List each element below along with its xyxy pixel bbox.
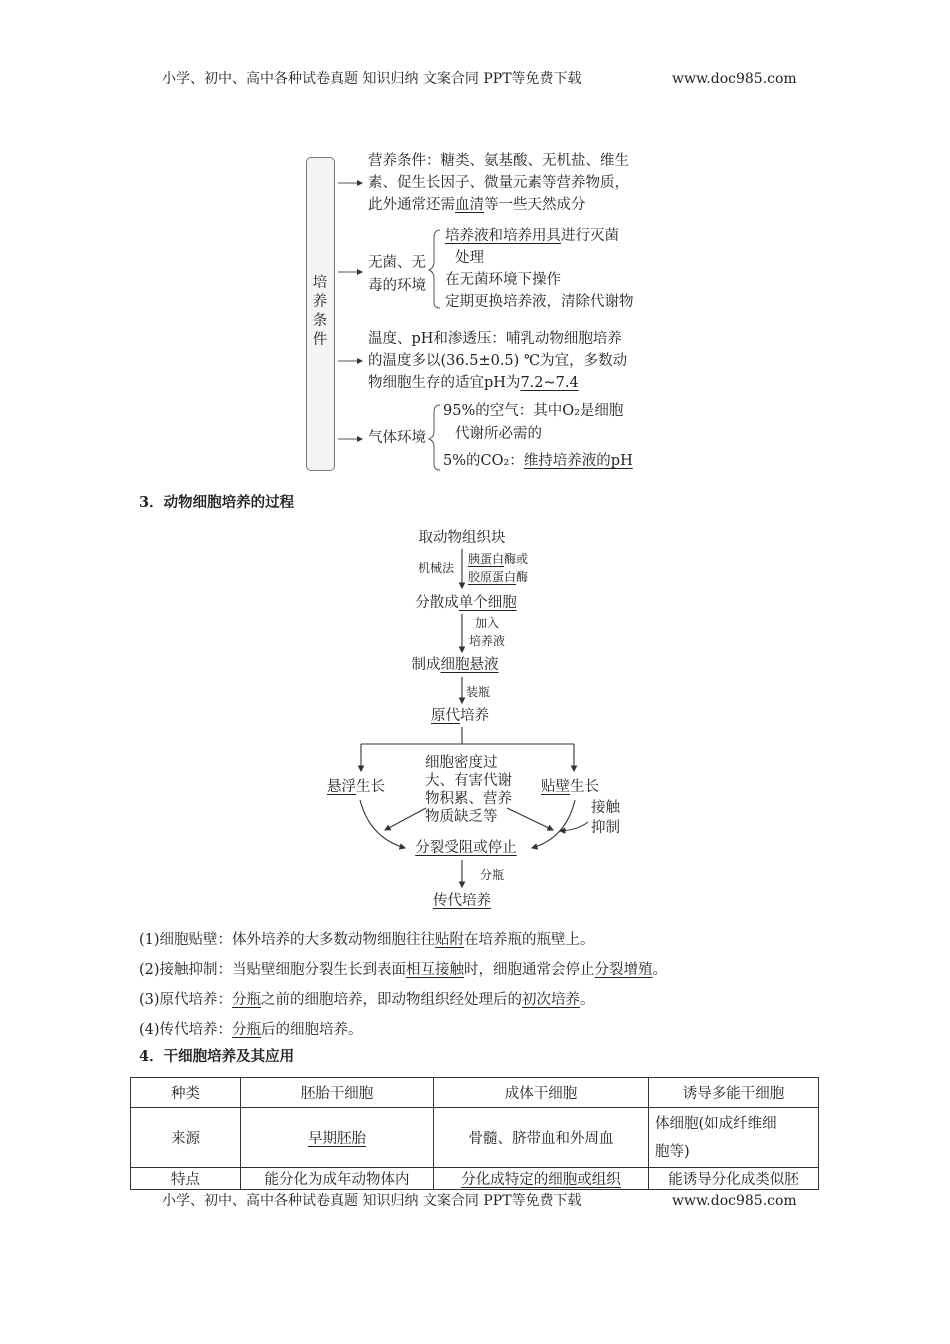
flow-node-right — [541, 778, 599, 796]
table-cell: 来源 — [131, 1108, 241, 1168]
element — [131, 1078, 819, 1190]
flow-label: 装瓶 — [466, 685, 491, 699]
text-segment: 原代 — [431, 708, 460, 724]
conditions-title: 培养条件 — [312, 275, 328, 348]
footer-text: 小学、初中、高中各种试卷真题 知识归纳 文案合同 PPT等免费下载 — [162, 1193, 582, 1209]
header-text: 小学、初中、高中各种试卷真题 知识归纳 文案合同 PPT等免费下载 — [162, 71, 582, 87]
table-row — [131, 1168, 819, 1190]
definition — [139, 928, 595, 949]
text-segment: 制成 — [411, 657, 441, 673]
underlined-term: 培养液和培养用具 — [445, 228, 561, 244]
flow-node: 取动物组织块 — [418, 530, 506, 546]
flow-middle: 物积累、营养 — [425, 791, 512, 807]
flow-curve-right — [532, 800, 575, 848]
text: 物细胞生存的适宜pH为 — [368, 375, 521, 391]
gas-label: 气体环境 — [368, 430, 426, 446]
flow-label: 分瓶 — [480, 868, 505, 882]
flow-label: 抑制 — [591, 820, 620, 836]
table-header: 种类 — [131, 1078, 241, 1108]
table-header: 胚胎干细胞 — [241, 1078, 434, 1108]
text-segment: 初次培养 — [522, 992, 581, 1008]
table-header: 诱导多能干细胞 — [649, 1078, 819, 1108]
flow-middle: 细胞密度过 — [425, 755, 498, 771]
flow-node: 传代培养 — [433, 893, 491, 909]
text-segment: 悬浮 — [327, 779, 356, 795]
footer-url[interactable]: www.doc985.com — [672, 1193, 797, 1209]
sterile-label: 毒的环境 — [368, 278, 426, 294]
text-segment: 分瓶 — [232, 1022, 262, 1038]
text-segment: 之前的细胞培养，即动物组织经处理后的 — [261, 992, 523, 1008]
text: 5%的CO₂： — [443, 453, 524, 469]
temp-line: 的温度多以(36.5±0.5) ℃为宜，多数动 — [368, 353, 628, 369]
nutrition-line — [368, 196, 586, 214]
element — [338, 183, 440, 470]
text-segment: (3)原代培养： — [139, 992, 233, 1008]
flow-middle: 大、有害代谢 — [425, 773, 512, 789]
text-segment: 单个细胞 — [458, 595, 517, 611]
flow-label: 接触 — [591, 800, 620, 816]
gas-item: 95%的空气：其中O₂是细胞 — [443, 403, 624, 419]
section-heading: 4．干细胞培养及其应用 — [139, 1048, 295, 1065]
element — [385, 808, 426, 830]
table-cell: 骨髓、脐带血和外周血 — [434, 1108, 649, 1168]
temp-line — [368, 374, 579, 392]
table-cell: 特点 — [131, 1168, 241, 1190]
element — [468, 550, 528, 568]
definition — [139, 988, 595, 1009]
underlined-term: 胰蛋白 — [468, 552, 505, 566]
text-segment: 时，细胞通常会停止 — [464, 962, 595, 978]
sterile-item: 定期更换培养液，清除代谢物 — [445, 294, 634, 310]
text-segment: 生长 — [570, 779, 599, 795]
flow-curve-left — [360, 800, 405, 848]
flow-label: 机械法 — [418, 561, 455, 575]
underlined-term: 血清 — [455, 197, 484, 213]
sterile-label: 无菌、无 — [368, 255, 426, 271]
underlined-term: 7.2~7.4 — [520, 375, 579, 391]
text-segment: 。 — [580, 992, 595, 1008]
brace-sterile — [429, 230, 440, 308]
text-segment: 细胞悬液 — [440, 657, 499, 673]
text-segment: 在培养瓶的瓶壁上。 — [464, 932, 595, 948]
sterile-item: 在无菌环境下操作 — [445, 272, 561, 288]
element — [507, 808, 553, 830]
text-segment: 体细胞(如成纤维细 — [655, 1115, 777, 1132]
text-segment: 贴附 — [435, 932, 465, 948]
text: 酶或 — [504, 552, 529, 566]
nutrition-line: 素、促生长因子、微量元素等营养物质， — [368, 175, 629, 191]
text-segment: (2)接触抑制：当贴壁细胞分裂生长到表面 — [139, 962, 407, 978]
text-segment: 后的细胞培养。 — [261, 1022, 363, 1038]
flow-node — [412, 656, 499, 674]
text-segment: 早期胚胎 — [308, 1131, 366, 1147]
element — [560, 822, 588, 831]
flow-node-left — [327, 778, 385, 796]
table-cell — [241, 1108, 434, 1168]
underlined-term: 维持培养液的pH — [523, 453, 633, 469]
text-segment: 。 — [652, 962, 668, 978]
nutrition-line: 营养条件：糖类、氨基酸、无机盐、维生 — [368, 153, 629, 169]
text: 等一些天然成分 — [484, 197, 586, 213]
header-url[interactable]: www.doc985.com — [672, 71, 797, 87]
stem-cell-table — [130, 1077, 819, 1190]
table-row — [131, 1108, 819, 1168]
flow-node: 分裂受阻或停止 — [415, 840, 517, 856]
text: 酶 — [516, 570, 529, 584]
text: 进行灭菌 — [561, 228, 619, 244]
section-heading: 3．动物细胞培养的过程 — [139, 494, 295, 511]
text-segment: 贴壁 — [541, 779, 570, 795]
text-segment: 生长 — [356, 779, 385, 795]
temp-line: 温度、pH和渗透压：哺乳动物细胞培养 — [368, 331, 622, 347]
brace-gas — [429, 405, 440, 470]
flow-node — [415, 594, 517, 612]
gas-item — [443, 452, 633, 470]
sterile-item — [445, 227, 619, 245]
flow-label: 培养液 — [469, 634, 506, 648]
table-cell — [649, 1108, 819, 1168]
table-header-row — [131, 1078, 819, 1108]
table-cell: 分化成特定的细胞或组织 — [434, 1168, 649, 1190]
text-segment: (4)传代培养： — [139, 1022, 233, 1038]
flow-label: 加入 — [475, 616, 500, 630]
definition — [139, 1018, 363, 1039]
text-segment: 胞等) — [655, 1143, 690, 1160]
element — [468, 568, 528, 586]
underlined-term: 胶原蛋白 — [468, 570, 517, 584]
table-cell: 能分化为成年动物体内 — [241, 1168, 434, 1190]
definition — [139, 958, 667, 979]
table-header: 成体干细胞 — [434, 1078, 649, 1108]
flow-middle: 物质缺乏等 — [425, 809, 498, 825]
sterile-item: 处理 — [455, 250, 484, 266]
flow-node — [431, 707, 489, 725]
text-segment: 分裂增殖 — [594, 962, 653, 978]
text-segment: 分瓶 — [232, 992, 262, 1008]
text-segment: 培养 — [460, 708, 489, 724]
text: 此外通常还需 — [368, 197, 455, 213]
table-cell: 能诱导分化成类似胚 — [649, 1168, 819, 1190]
text-segment: 分散成 — [415, 595, 459, 611]
text-segment: 相互接触 — [406, 962, 465, 978]
gas-item: 代谢所必需的 — [455, 426, 542, 442]
text-segment: (1)细胞贴壁：体外培养的大多数动物细胞往往 — [139, 932, 436, 948]
